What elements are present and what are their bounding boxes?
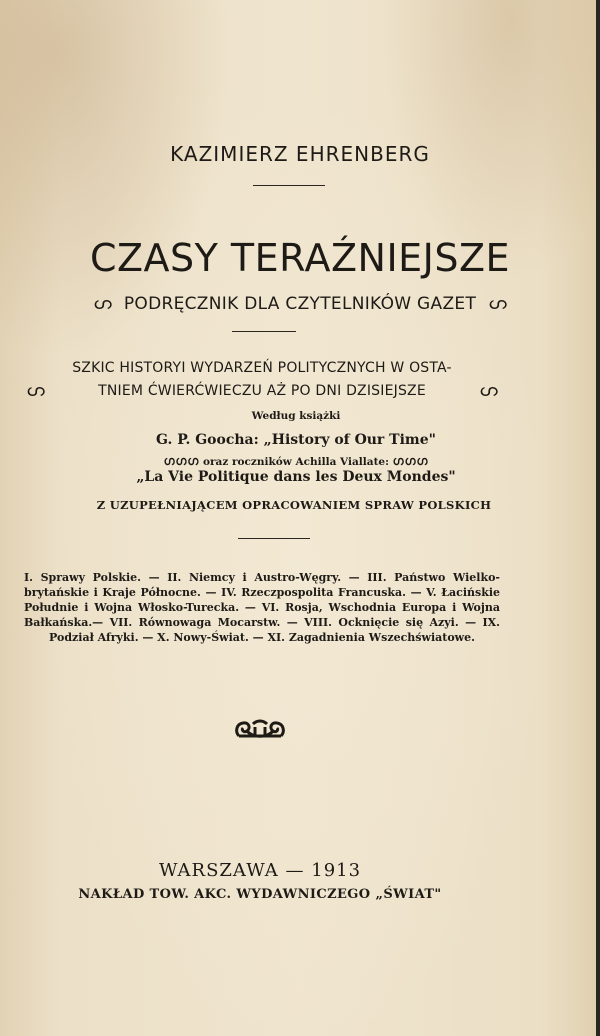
author-name: KAZIMIERZ EHRENBERG: [170, 142, 430, 166]
subtitle-row: [0, 294, 600, 314]
divider-rule: [253, 185, 325, 186]
annuals-title: „La Vie Politique dans les Deux Mondes": [136, 469, 456, 485]
ornament-icon: ഗഗഗ: [392, 454, 429, 468]
ornament-icon: ഗ: [25, 381, 45, 400]
annuals-text: oraz roczników Achilla Viallate:: [203, 456, 389, 468]
vignette-ornament-icon: [0, 718, 560, 748]
book-title: CZASY TERAŹNIEJSZE: [89, 236, 511, 280]
annuals-line: [0, 454, 596, 469]
supplement-note: Z UZUPEŁNIAJĄCEM OPRACOWANIEM SPRAW POLSKICH: [96, 498, 492, 512]
book-subtitle: PODRĘCZNIK DLA CZYTELNIKÓW GAZET: [123, 294, 477, 314]
sketch-text-1: SZKIC HISTORYI WYDARZEŃ POLITYCZNYCH W OSTA-: [72, 360, 452, 376]
sketch-line-1: [24, 357, 500, 379]
imprint-city-year: WARSZAWA — 1913: [158, 860, 362, 881]
page-edge: [596, 0, 600, 1036]
divider-rule: [238, 538, 310, 539]
table-of-contents: I. Sprawy Polskie. — II. Niemcy i Austro-Węgry. — III. Państwo Wielko-brytańskie i Kraje Północne. — IV. Rzeczpospolita Francuska. — V. Łacińskie Południe i Wojna Włosko-Turecka. — VI. Rosja, Wschodnia Europa i Wojna Bałkańska.— VII. Równowaga Mocarstw. — VIII. Ocknięcie się Azyi. — IX. Podział Afryki. — X. Nowy-Świat. — XI. Zagadnienia Wszechświatowe.: [24, 571, 500, 644]
ornament-icon: ഗഗഗ: [163, 454, 200, 468]
ornament-icon: ഗ: [479, 381, 499, 400]
ornament-icon: ഗ: [93, 294, 113, 313]
scroll-ornament-icon: [233, 718, 287, 744]
ornament-icon: ഗ: [487, 294, 507, 313]
publisher: NAKŁAD TOW. AKC. WYDAWNICZEGO „ŚWIAT": [78, 887, 442, 902]
source-book: G. P. Goocha: „History of Our Time": [156, 432, 436, 448]
sketch-line-2: [24, 380, 500, 402]
sketch-text-2: TNIEM ĆWIERĆWIECZU AŻ PO DNI DZISIEJSZE: [98, 383, 426, 399]
according-to: Według książki: [251, 410, 341, 422]
divider-rule: [232, 331, 296, 332]
